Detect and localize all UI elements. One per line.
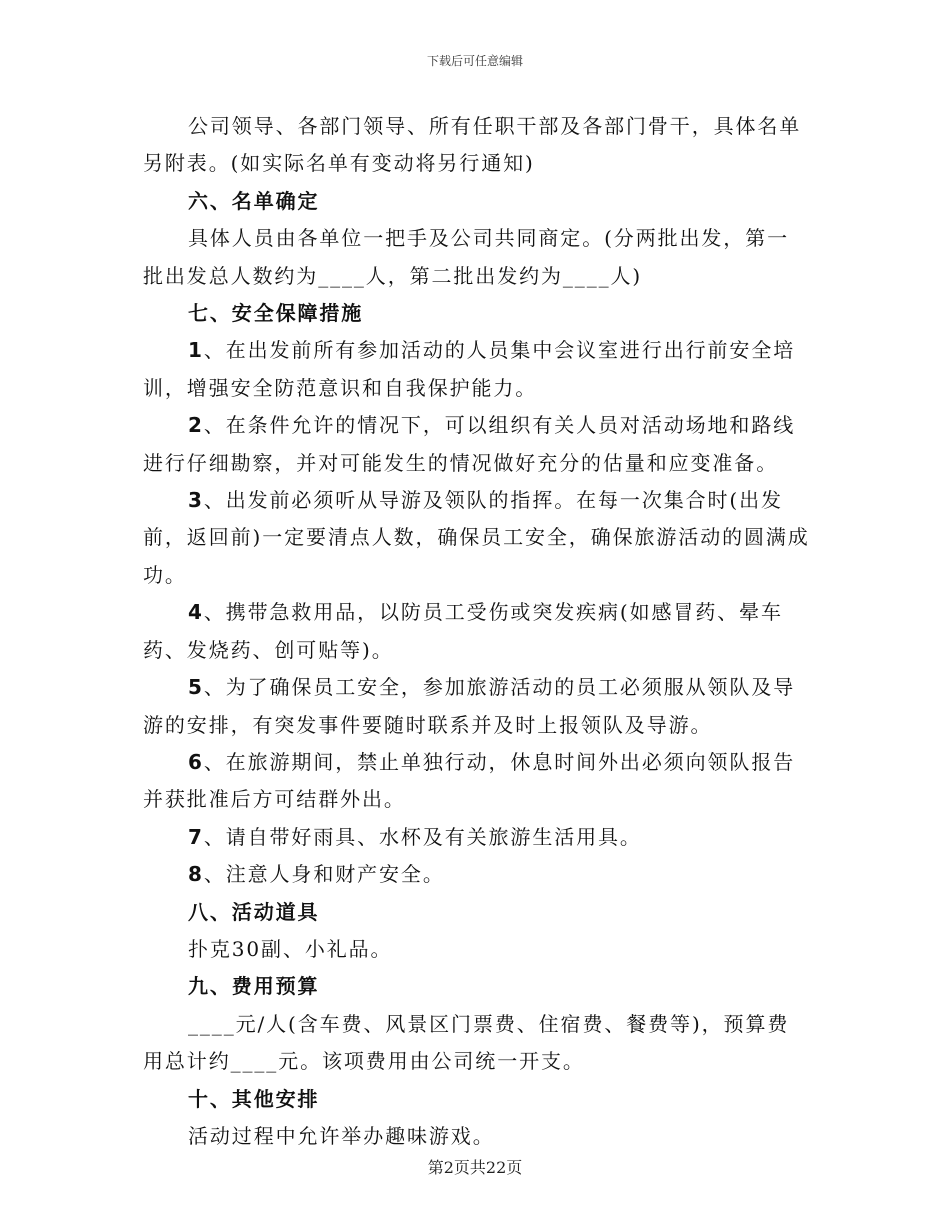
item-text: 、为了确保员工安全，参加旅游活动的员工必须服从领队及导游的安排，有突发事件要随时联系并及时上报领队及导游。 bbox=[143, 675, 796, 737]
item-number: 1 bbox=[188, 338, 204, 363]
item-number: 2 bbox=[188, 413, 204, 438]
section-heading-list: 六、名单确定 bbox=[188, 188, 320, 213]
safety-item-6 bbox=[143, 744, 810, 819]
section-heading-other: 十、其他安排 bbox=[188, 1086, 320, 1111]
budget-paragraph: ____元/人(含车费、风景区门票费、住宿费、餐费等)，预算费用总计约____元。该项费用由公司统一开支。 bbox=[143, 1011, 790, 1074]
item-text: 、在条件允许的情况下，可以组织有关人员对活动场地和路线进行仔细勘察，并对可能发生的情况做好充分的估量和应变准备。 bbox=[143, 413, 796, 475]
item-text: 、在旅游期间，禁止单独行动，休息时间外出必须向领队报告并获批准后方可结群外出。 bbox=[143, 749, 796, 812]
other-paragraph: 活动过程中允许举办趣味游戏。 bbox=[188, 1123, 495, 1148]
section-heading-props: 八、活动道具 bbox=[188, 899, 320, 924]
section-heading-budget: 九、费用预算 bbox=[188, 974, 320, 999]
item-number: 7 bbox=[188, 824, 204, 849]
safety-item-5 bbox=[143, 669, 810, 744]
safety-item-7 bbox=[143, 819, 810, 856]
safety-item-4 bbox=[143, 594, 810, 669]
item-number: 8 bbox=[188, 862, 204, 887]
page-header: 下载后可任意编辑 bbox=[426, 54, 523, 68]
item-text: 、携带急救用品，以防员工受伤或突发疾病(如感冒药、晕车药、发烧药、创可贴等)。 bbox=[143, 600, 783, 662]
document-body bbox=[143, 108, 810, 1155]
item-text: 、请自带好雨具、水杯及有关旅游生活用具。 bbox=[203, 824, 642, 849]
item-number: 6 bbox=[188, 749, 204, 774]
safety-item-3 bbox=[143, 482, 810, 594]
list-paragraph: 具体人员由各单位一把手及公司共同商定。(分两批出发，第一批出发总人数约为____人，第二批出发约为____人) bbox=[143, 226, 790, 288]
item-text: 、在出发前所有参加活动的人员集中会议室进行出行前安全培训，增强安全防范意识和自我保护能力。 bbox=[143, 338, 796, 400]
safety-item-1 bbox=[143, 332, 810, 407]
section-heading-safety: 七、安全保障措施 bbox=[188, 301, 364, 326]
item-number: 5 bbox=[188, 675, 204, 700]
props-paragraph: 扑克30副、小礼品。 bbox=[188, 936, 393, 961]
item-number: 4 bbox=[188, 600, 204, 625]
item-text: 、注意人身和财产安全。 bbox=[203, 862, 445, 887]
item-number: 3 bbox=[188, 488, 204, 513]
item-text: 、出发前必须听从导游及领队的指挥。在每一次集合时(出发前，返回前)一定要清点人数，确保员工安全，确保旅游活动的圆满成功。 bbox=[143, 488, 810, 587]
safety-item-2 bbox=[143, 407, 810, 482]
participants-paragraph: 公司领导、各部门领导、所有任职干部及各部门骨干，具体名单另附表。(如实际名单有变动将另行通知) bbox=[143, 114, 802, 176]
page-footer: 第2页共22页 bbox=[427, 1158, 523, 1177]
safety-item-8 bbox=[143, 856, 810, 893]
